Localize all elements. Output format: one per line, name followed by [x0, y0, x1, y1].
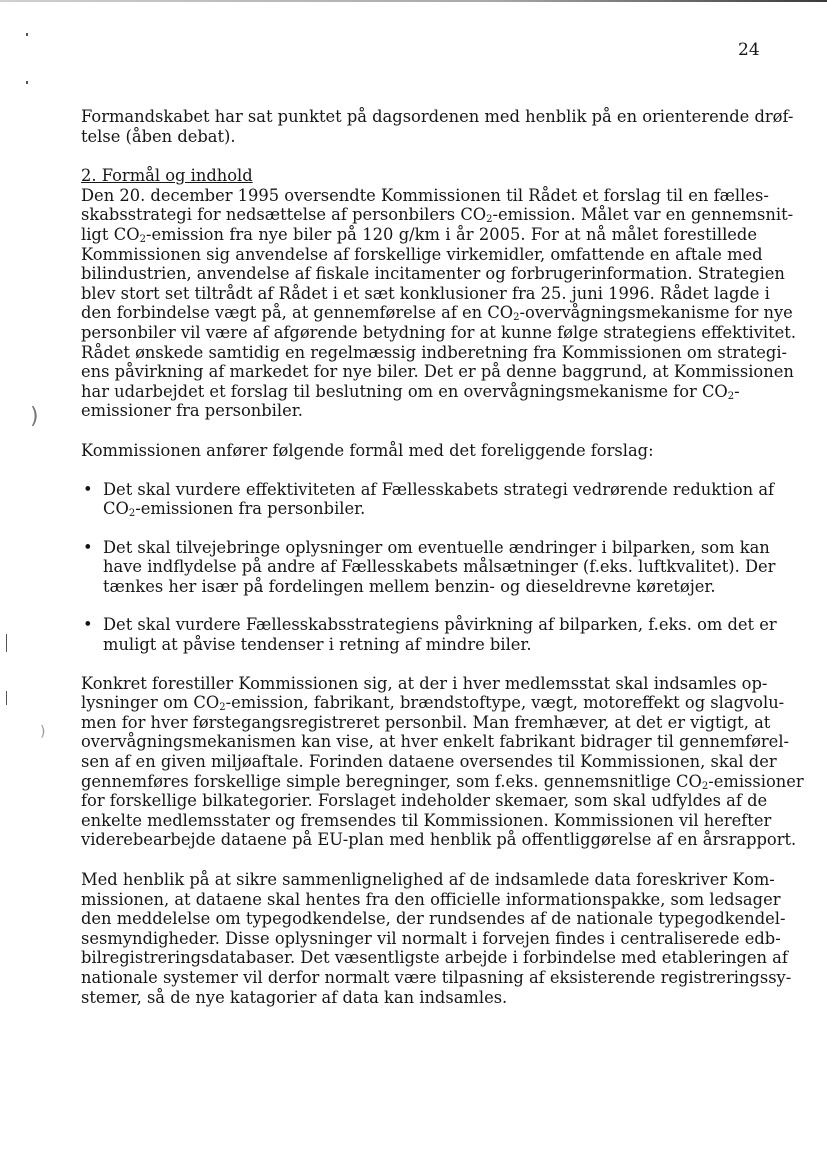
purposes-lead: Kommissionen anfører følgende formål med det foreliggende forslag: — [81, 440, 654, 460]
comparability-paragraph — [81, 870, 792, 1007]
page-number: 24 — [738, 40, 760, 60]
text-line: har udarbejdet et forslag til beslutning om en overvågningsmekanisme for $CO_2-$ — [81, 381, 740, 402]
text-line: den forbindelse vægt på, at gennemførelse af en $CO_2$-overvågningsmekanisme for nye — [81, 303, 793, 324]
text-line: Kommissionen sig anvendelse af forskellige virkemidler, omfattende en aftale med — [81, 244, 763, 264]
text-line: gennemføres forskellige simple beregninger, som f.eks. gennemsnitlige $CO_2$-emissioner — [81, 771, 804, 792]
text-line: bilregistreringsdatabaser. Det væsentligste arbejde i forbindelse med etableringen af — [81, 948, 788, 968]
text-line: viderebearbejde dataene på EU-plan med henblik på offentliggørelse af en årsrapport. — [81, 830, 797, 850]
scan-margin-tick — [6, 634, 7, 652]
text-line: have indflydelse på andre af Fællesskabets målsætninger (f.eks. luftkvalitet). Der — [103, 557, 776, 577]
text-line: $CO_2$-emissionen fra personbiler. — [103, 499, 366, 520]
text-line: missionen, at dataene skal hentes fra den officielle informationspakke, som ledsager — [81, 889, 781, 909]
text-line: sesmyndigheder. Disse oplysninger vil normalt i forvejen findes i centraliserede edb- — [81, 928, 781, 948]
scan-margin-tick — [6, 691, 7, 705]
text-line: den meddelelse om typegodkendelse, der rundsendes af de nationale typegodkendel- — [81, 909, 786, 929]
text-line: overvågningsmekanismen kan vise, at hver enkelt fabrikant bidrager til gennemførel- — [81, 732, 790, 752]
scan-margin-paren: ) — [30, 404, 39, 429]
text-line: men for hver førstegangsregistreret personbil. Man fremhæver, at det er vigtigt, at — [81, 712, 771, 732]
list-item — [81, 479, 775, 520]
text-line: Den 20. december 1995 oversendte Kommissionen til Rådet et forslag til en fælles- — [81, 185, 769, 205]
text-line: ens påvirkning af markedet for nye biler. Det er på denne baggrund, at Kommissionen — [81, 362, 794, 382]
text-line: sen af en given miljøaftale. Forinden dataene oversendes til Kommissionen, skal der — [81, 752, 777, 772]
text-line: emissioner fra personbiler. — [81, 401, 303, 421]
text-line: Rådet ønskede samtidig en regelmæssig indberetning fra Kommissionen om strategi- — [81, 342, 788, 362]
text-line: lysninger om $CO_2$-emission, fabrikant, brændstoftype, vægt, motoreffekt og slagvolu- — [81, 693, 785, 714]
scan-margin-speck — [26, 33, 28, 36]
purposes-list — [81, 479, 777, 655]
section-paragraph — [81, 185, 797, 421]
text-line: nationale systemer vil derfor normalt være tilpasning af eksisterende registreringssy- — [81, 967, 792, 987]
text-line: bilindustrien, anvendelse af fiskale incitamenter og forbrugerinformation. Strategien — [81, 264, 785, 284]
document-body — [81, 107, 804, 1007]
text-line: Formandskabet har sat punktet på dagsordenen med henblik på en orienterende drøf- — [81, 107, 794, 126]
intro-paragraph — [81, 107, 794, 146]
text-line: ligt $CO_2$-emission fra nye biler på 120 g/km i år 2005. For at nå målet forestillede — [81, 224, 757, 245]
text-line: telse (åben debat). — [81, 126, 236, 146]
scan-margin-speck — [26, 81, 28, 84]
text-line: Konkret forestiller Kommissionen sig, at der i hver medlemsstat skal indsamles op- — [81, 673, 768, 693]
text-line: muligt at påvise tendenser i retning af mindre biler. — [103, 635, 532, 655]
list-item — [81, 537, 776, 597]
text-line: Det skal vurdere effektiviteten af Fællesskabets strategi vedrørende reduktion af — [103, 479, 775, 499]
scan-margin-paren: ) — [40, 724, 46, 740]
section-heading: 2. Formål og indhold — [81, 166, 253, 186]
text-line: Det skal tilvejebringe oplysninger om eventuelle ændringer i bilparken, som kan — [103, 537, 770, 557]
bullet-icon: • — [83, 537, 93, 557]
text-line: blev stort set tiltrådt af Rådet i et sæt konklusioner fra 25. juni 1996. Rådet lagde i — [81, 283, 770, 303]
text-line: enkelte medlemsstater og fremsendes til Kommissionen. Kommissionen vil herefter — [81, 810, 772, 830]
scan-top-edge — [0, 0, 827, 2]
text-line: stemer, så de nye katagorier af data kan indsamles. — [81, 987, 508, 1007]
list-item — [81, 615, 777, 655]
text-line: for forskellige bilkategorier. Forslaget indeholder skemaer, som skal udfyldes af de — [81, 791, 768, 811]
bullet-icon: • — [83, 479, 93, 499]
bullet-icon: • — [83, 615, 93, 635]
text-line: Med henblik på at sikre sammenlignelighed af de indsamlede data foreskriver Kom- — [81, 870, 775, 889]
text-line: skabsstrategi for nedsættelse af personbilers $CO_2$-emission. Målet var en gennemsnit- — [81, 205, 794, 226]
text-line: Det skal vurdere Fællesskabsstrategiens påvirkning af bilparken, f.eks. om det er — [103, 615, 777, 635]
text-line: personbiler vil være af afgørende betydning for at kunne følge strategiens effektivitet. — [81, 322, 797, 342]
text-line: tænkes her især på fordelingen mellem benzin- og dieseldrevne køretøjer. — [103, 576, 716, 596]
concrete-paragraph — [81, 673, 804, 850]
